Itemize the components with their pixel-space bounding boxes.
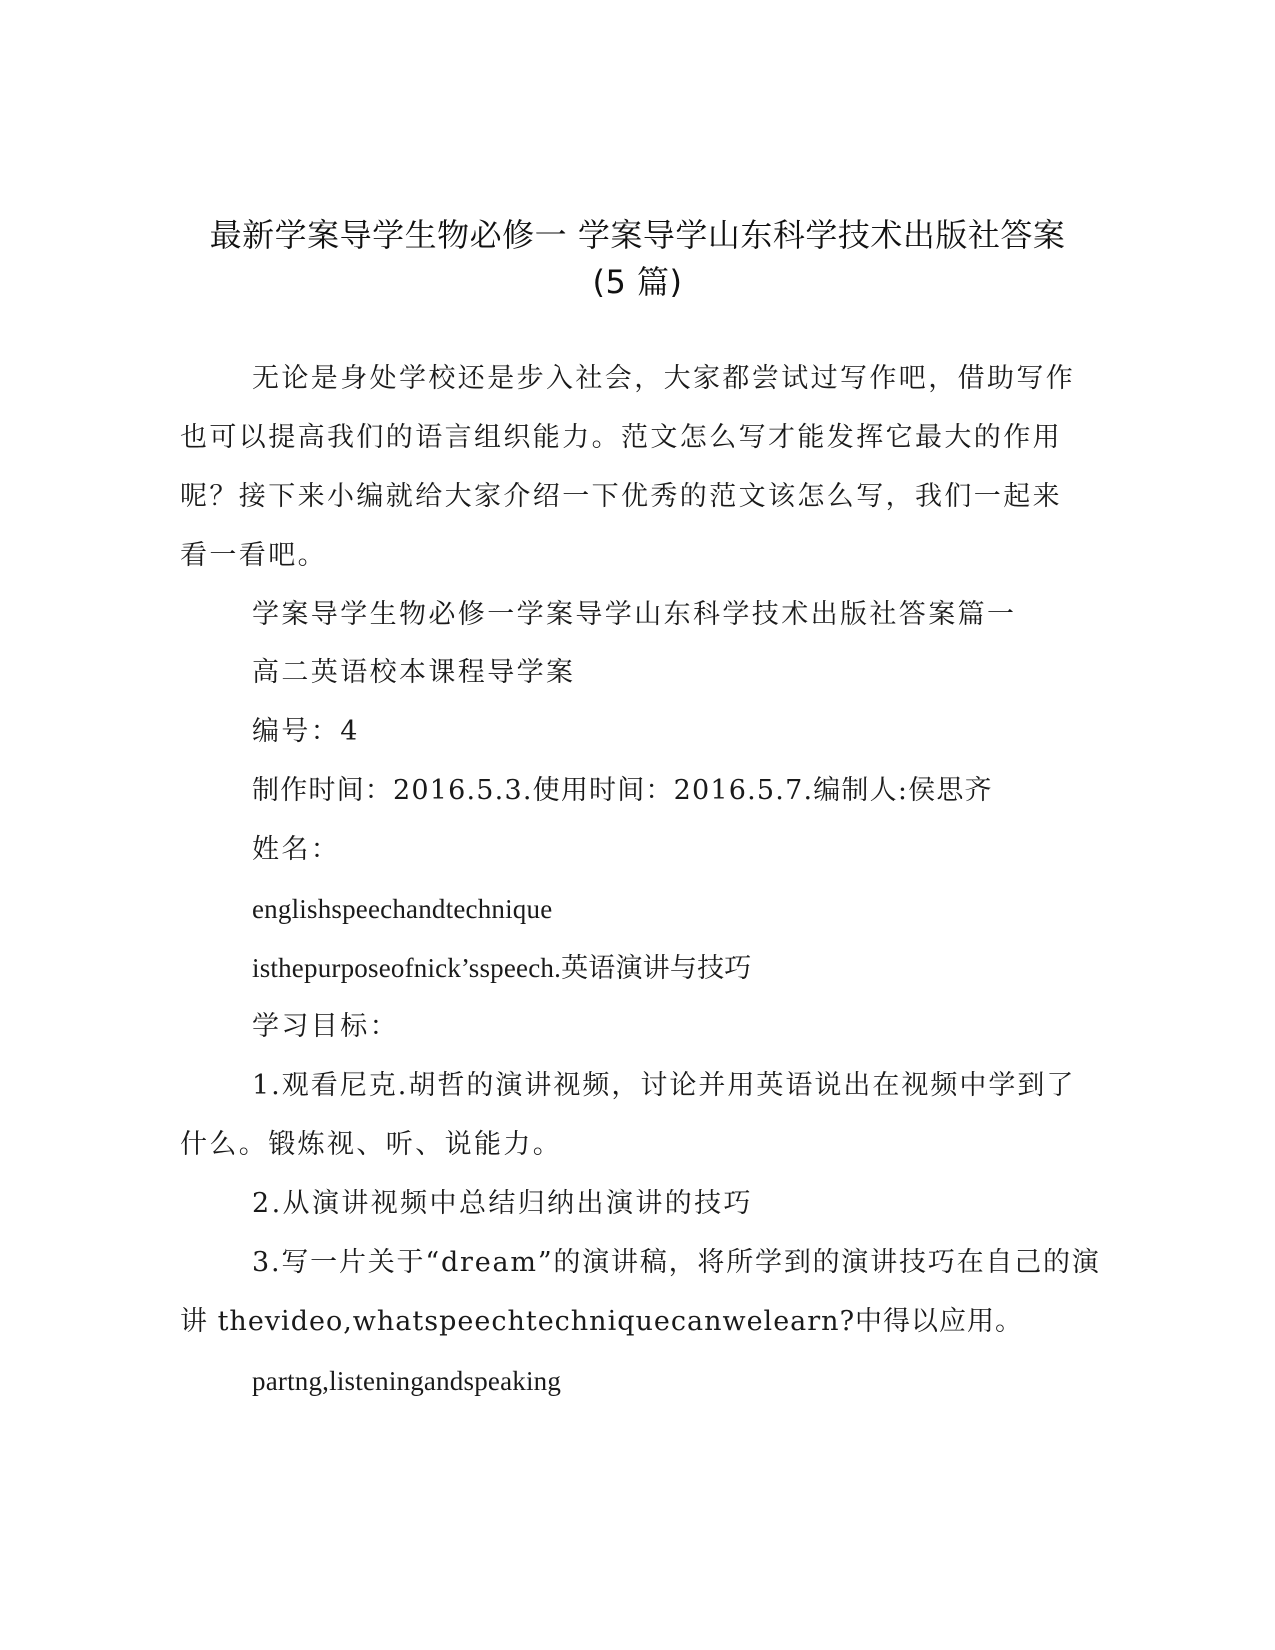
goal-1-line-1: 1.观看尼克.胡哲的演讲视频，讨论并用英语说出在视频中学到了 [252, 1070, 1076, 1101]
intro-line-3: 呢？接下来小编就给大家介绍一下优秀的范文该怎么写，我们一起来 [180, 481, 1062, 512]
intro-line-4: 看一看吧。 [180, 540, 327, 571]
goal-1-line-2: 什么。锻炼视、听、说能力。 [180, 1129, 563, 1160]
document-meta: 制作时间：2016.5.3.使用时间：2016.5.7.编制人:侯思齐 [252, 775, 993, 806]
intro-line-1: 无论是身处学校还是步入社会，大家都尝试过写作吧，借助写作 [252, 363, 1076, 394]
goal-3-line-1: 3.写一片关于“dream”的演讲稿，将所学到的演讲技巧在自己的演 [252, 1247, 1101, 1278]
speech-purpose: isthepurposeofnick’sspeech.英语演讲与技巧 [252, 953, 752, 983]
name-label: 姓名： [252, 834, 341, 865]
goal-2: 2.从演讲视频中总结归纳出演讲的技巧 [252, 1188, 753, 1219]
document-title-line-1: 最新学案导学生物必修一 学案导学山东科学技术出版社答案 [209, 216, 1066, 254]
english-title: englishspeechandtechnique [252, 894, 553, 924]
part-heading: partng,listeningandspeaking [252, 1366, 562, 1396]
section-heading: 学案导学生物必修一学案导学山东科学技术出版社答案篇一 [252, 599, 1017, 630]
document-number: 编号：4 [252, 716, 360, 747]
goals-label: 学习目标： [252, 1011, 399, 1042]
document-title-line-2: (5 篇) [592, 263, 683, 301]
goal-3-line-2: 讲 thevideo,whatspeechtechniquecanwelearn?中得以应用。 [180, 1306, 1024, 1337]
course-title: 高二英语校本课程导学案 [252, 657, 576, 688]
intro-line-2: 也可以提高我们的语言组织能力。范文怎么写才能发挥它最大的作用 [180, 422, 1062, 453]
